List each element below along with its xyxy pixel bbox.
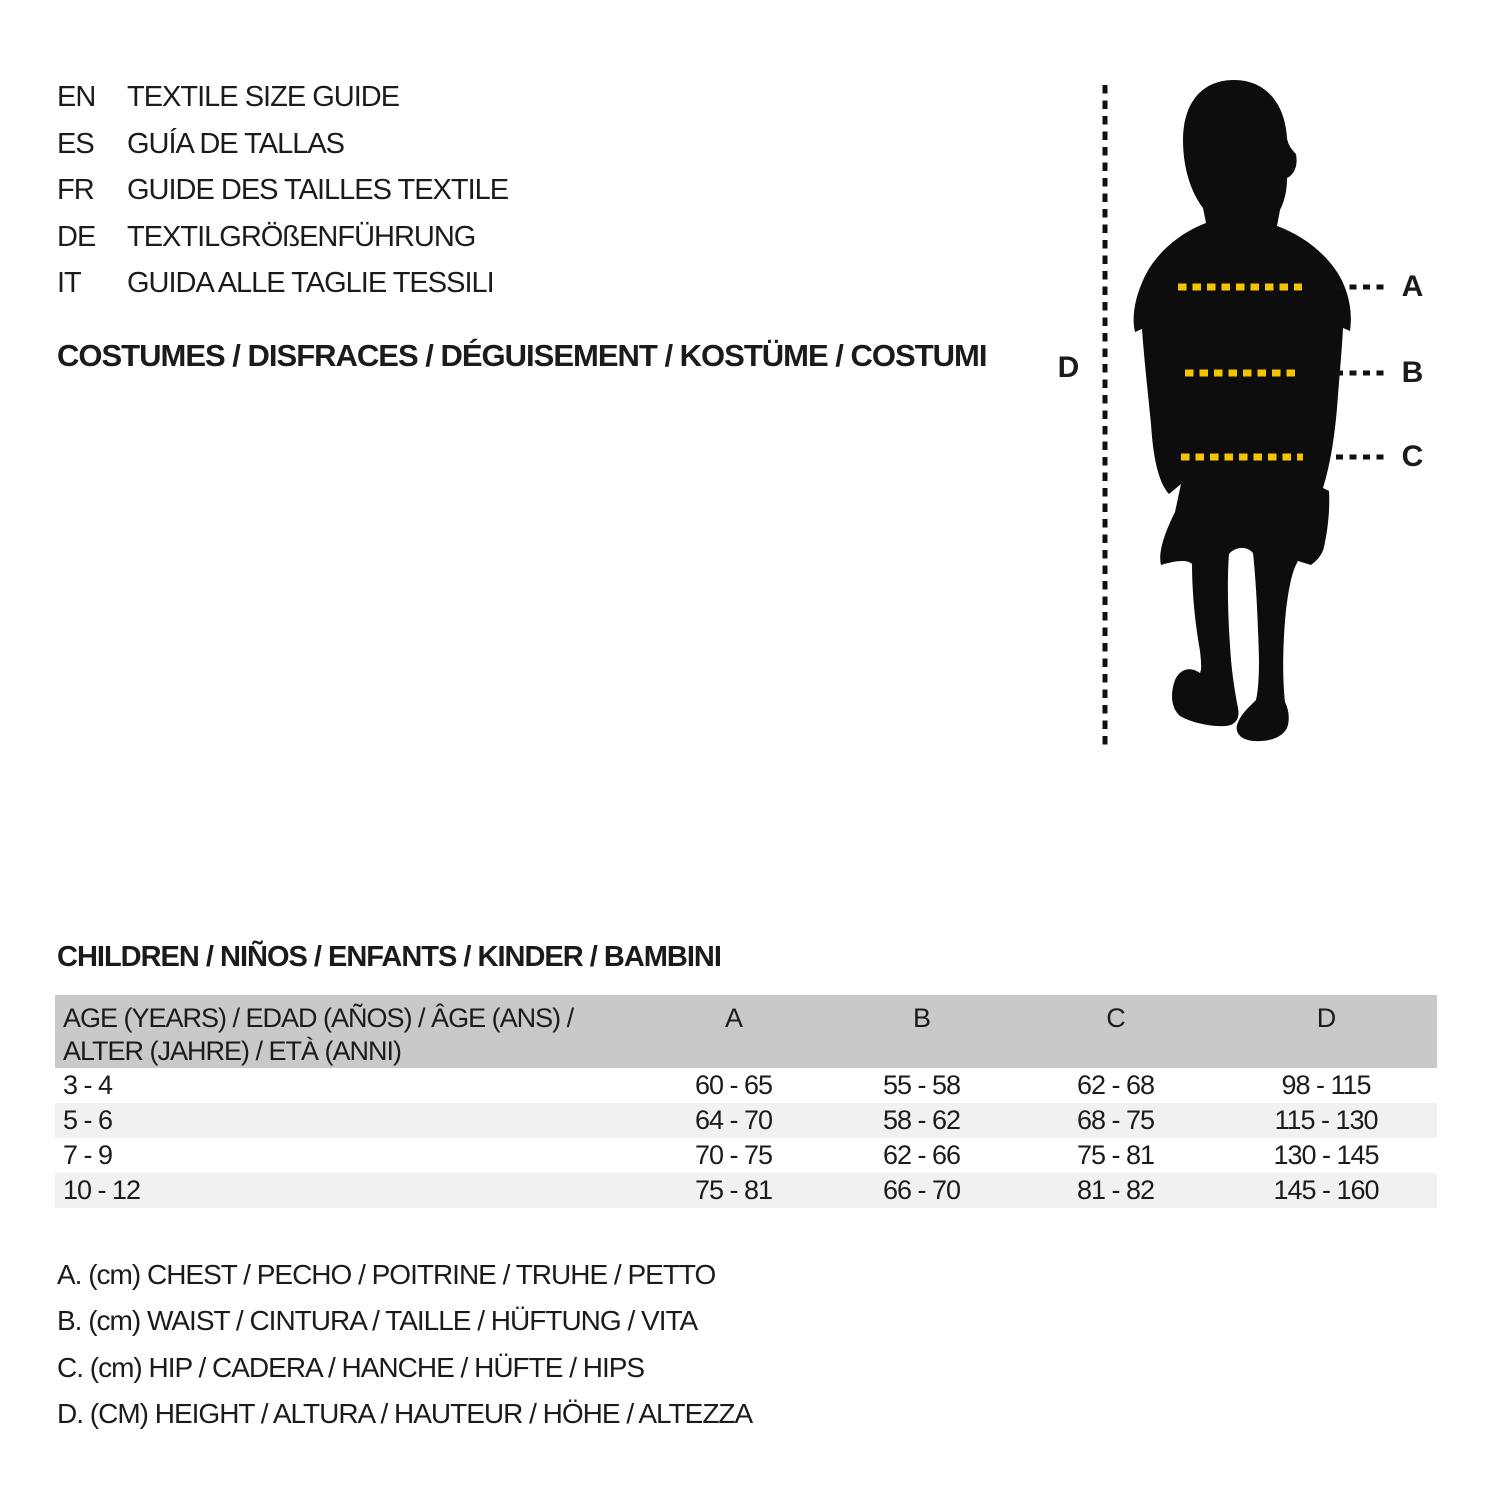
language-code: IT	[57, 267, 81, 299]
language-row	[57, 74, 508, 121]
height-cell: 98 - 115	[1281, 1070, 1371, 1100]
children-size-table	[55, 995, 1437, 1208]
hip-cell: 75 - 81	[1076, 1140, 1155, 1170]
legend-line-chest: A. (cm) CHEST / PECHO / POITRINE / TRUHE / PETTO	[57, 1259, 716, 1290]
waist-cell: 58 - 62	[882, 1105, 961, 1135]
age-header-line1: AGE (YEARS) / EDAD (AÑOS) / ÂGE (ANS) /	[63, 1003, 574, 1033]
legend-line-hip: C. (cm) HIP / CADERA / HANCHE / HÜFTE / HIPS	[57, 1351, 645, 1383]
language-code: EN	[57, 81, 96, 113]
language-code: DE	[57, 220, 96, 253]
hip-cell: 62 - 68	[1076, 1070, 1155, 1100]
language-code: FR	[57, 174, 94, 206]
height-cell: 145 - 160	[1273, 1175, 1379, 1205]
measurement-legend	[57, 1252, 752, 1437]
legend-line-waist: B. (cm) WAIST / CINTURA / TAILLE / HÜFTUNG / VITA	[57, 1305, 698, 1337]
age-cell: 7 - 9	[63, 1140, 113, 1170]
hip-cell: 81 - 82	[1076, 1175, 1155, 1205]
table-section-title: CHILDREN / NIÑOS / ENFANTS / KINDER / BAMBINI	[57, 941, 721, 973]
language-row	[57, 260, 508, 307]
column-header-c: C	[1016, 995, 1215, 1068]
language-row	[57, 167, 508, 214]
guide-title-en: TEXTILE SIZE GUIDE	[127, 81, 400, 113]
chest-cell: 60 - 65	[694, 1070, 773, 1100]
waist-cell: 62 - 66	[882, 1140, 961, 1170]
waist-cell: 55 - 58	[882, 1070, 961, 1100]
table-header	[55, 995, 1437, 1068]
child-silhouette-diagram	[1040, 60, 1500, 760]
chest-cell: 64 - 70	[694, 1105, 773, 1135]
height-cell: 115 - 130	[1274, 1105, 1378, 1135]
hip-line-label: C	[1401, 440, 1423, 473]
column-header-d: D	[1215, 995, 1437, 1068]
table-row	[55, 1173, 1437, 1208]
chest-cell: 75 - 81	[694, 1175, 773, 1205]
guide-title-it: GUIDA ALLE TAGLIE TESSILI	[127, 267, 494, 299]
legend-line-height: D. (CM) HEIGHT / ALTURA / HAUTEUR / HÖHE / ALTEZZA	[57, 1397, 753, 1429]
language-row	[57, 121, 508, 168]
age-cell: 5 - 6	[63, 1105, 113, 1135]
table-row	[55, 1103, 1437, 1138]
waist-cell: 66 - 70	[882, 1175, 961, 1205]
chest-cell: 70 - 75	[694, 1140, 773, 1170]
column-header-b: B	[827, 995, 1016, 1068]
age-column-header	[55, 995, 640, 1068]
language-row	[57, 214, 508, 261]
language-code: ES	[57, 127, 94, 160]
hip-cell: 68 - 75	[1076, 1105, 1155, 1135]
height-cell: 130 - 145	[1273, 1140, 1379, 1170]
age-cell: 3 - 4	[63, 1070, 113, 1100]
table-header-row	[55, 995, 1437, 1068]
chest-line-label: A	[1401, 270, 1423, 303]
category-title: COSTUMES / DISFRACES / DÉGUISEMENT / KOSTÜME / COSTUMI	[57, 338, 987, 373]
child-silhouette	[1134, 80, 1351, 741]
guide-title-de: TEXTILGRÖßENFÜHRUNG	[127, 220, 476, 253]
language-title-list	[57, 74, 508, 307]
age-cell: 10 - 12	[63, 1175, 141, 1205]
table-row	[55, 1068, 1437, 1103]
table-body	[55, 1068, 1437, 1208]
measurement-figure	[1040, 60, 1500, 760]
column-header-a: A	[640, 995, 827, 1068]
table-row	[55, 1138, 1437, 1173]
waist-line-label: B	[1401, 356, 1423, 389]
guide-title-es: GUÍA DE TALLAS	[127, 127, 345, 160]
age-header-line2: ALTER (JAHRE) / ETÀ (ANNI)	[63, 1036, 402, 1066]
height-line-label: D	[1057, 351, 1079, 384]
guide-title-fr: GUIDE DES TAILLES TEXTILE	[127, 174, 509, 206]
